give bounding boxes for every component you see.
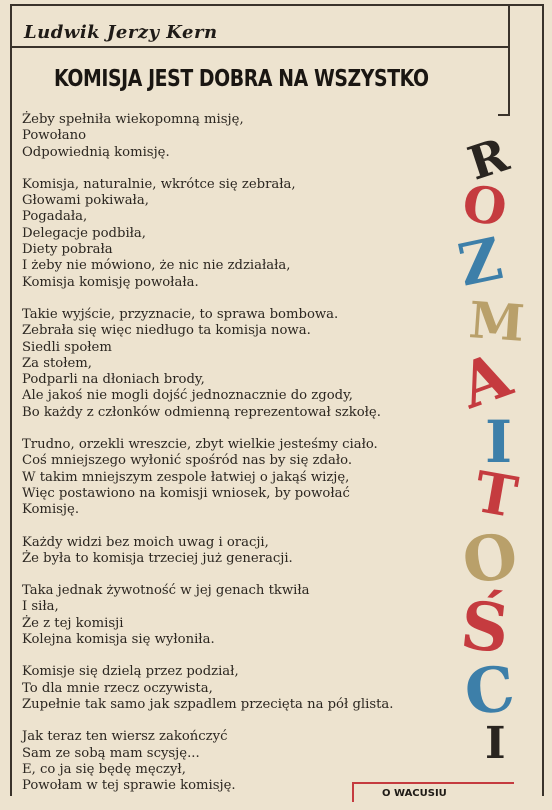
poem-stanza: [22, 437, 462, 518]
poem-line: Pogadała,: [22, 209, 88, 225]
poem-line: Że była to komisja trzeciej już generacji.: [22, 550, 293, 566]
poem-line: Powołam w tej sprawie komisję.: [22, 778, 236, 794]
side-heading-letter: Ś: [457, 585, 513, 669]
side-heading-letter: M: [467, 290, 527, 353]
poem-line: I żeby nie mówiono, że nic nie zdziałała,: [22, 258, 291, 274]
poem-stanza: [22, 583, 462, 648]
poem-line: Zebrała się więc niedługo ta komisja nowa.: [22, 323, 311, 339]
poem-line: Każdy widzi bez moich uwag i oracji,: [22, 534, 269, 550]
poem-line: Kolejna komisja się wyłoniła.: [22, 632, 215, 648]
side-heading-letter: R: [461, 127, 515, 191]
side-heading-letter: O: [459, 173, 511, 238]
poem-line: Bo każdy z członków odmienną reprezentował szkołę.: [22, 404, 381, 420]
poem-line: Trudno, orzekli wreszcie, zbyt wielkie jesteśmy ciało.: [22, 437, 378, 453]
header-divider: [10, 46, 510, 48]
poem-line: W takim mniejszym zespole łatwiej o jakąś wizję,: [22, 469, 350, 485]
side-heading-letter: C: [461, 651, 519, 730]
poem-line: To dla mnie rzecz oczywista,: [22, 680, 213, 696]
poem-line: Siedli społem: [22, 339, 112, 355]
poem-line: Takie wyjście, przyznacie, to sprawa bombowa.: [22, 306, 339, 322]
poem-line: Komisję.: [22, 502, 80, 518]
poem-stanza: [22, 177, 462, 291]
poem-line: Podparli na dłoniach brody,: [22, 372, 205, 388]
footer-tab-text: O WACUSIU: [382, 788, 447, 799]
side-heading-letter: I: [485, 718, 506, 769]
poem-stanza: [22, 307, 462, 421]
side-heading-letter: A: [449, 337, 521, 424]
side-heading-letter: T: [469, 458, 523, 532]
poem-line: Coś mniejszego wyłonić spośród nas by się zdało.: [22, 453, 353, 469]
poem-line: Ale jakoś nie mogli dojść jednoznacznie do zgody,: [22, 388, 353, 404]
poem-line: Taka jednak żywotność w jej genach tkwiła: [22, 583, 310, 599]
side-heading-letter: O: [458, 518, 522, 599]
side-heading-letter: I: [485, 408, 513, 476]
poem-line: Komisje się dzielą przez podział,: [22, 664, 239, 680]
poem-line: E, co ja się będę męczył,: [22, 761, 186, 777]
poem-line: Że z tej komisji: [22, 615, 124, 631]
poem-line: Komisja, naturalnie, wkrótce się zebrała,: [22, 176, 296, 192]
poem-line: Jak teraz ten wiersz zakończyć: [22, 729, 228, 745]
poem-line: Zupełnie tak samo jak szpadlem przecięta na pół glista.: [22, 696, 394, 712]
side-heading-letter: Z: [452, 224, 508, 300]
article-title: KOMISJA JEST DOBRA NA WSZYSTKO: [54, 66, 429, 92]
header-box-bottom-rule: [498, 114, 510, 116]
frame-top-rule: [10, 4, 542, 6]
author-name: Ludwik Jerzy Kern: [24, 22, 218, 43]
poem-line: Sam ze sobą mam scysję...: [22, 745, 200, 761]
poem-line: Diety pobrała: [22, 242, 113, 258]
poem-line: Powołano: [22, 128, 87, 144]
frame-left-rule: [10, 4, 12, 796]
poem-line: Więc postawiono na komisji wniosek, by powołać: [22, 485, 350, 501]
poem-stanza: [22, 535, 462, 568]
poem-line: Głowami pokiwała,: [22, 193, 149, 209]
poem-line: Odpowiednią komisję.: [22, 144, 170, 160]
footer-tab: [352, 782, 514, 802]
poem-stanza: [22, 664, 462, 713]
poem-line: Delegacje podbiła,: [22, 225, 146, 241]
poem-line: I siła,: [22, 599, 59, 615]
poem-body: [22, 112, 462, 810]
poem-line: Za stołem,: [22, 355, 93, 371]
poem-line: Żeby spełniła wiekopomną misję,: [22, 112, 244, 127]
poem-line: Komisja komisję powołała.: [22, 274, 199, 290]
header-box-right-rule: [508, 4, 510, 116]
side-heading-rozmaitosci: [449, 127, 545, 769]
poem-stanza: [22, 112, 462, 161]
